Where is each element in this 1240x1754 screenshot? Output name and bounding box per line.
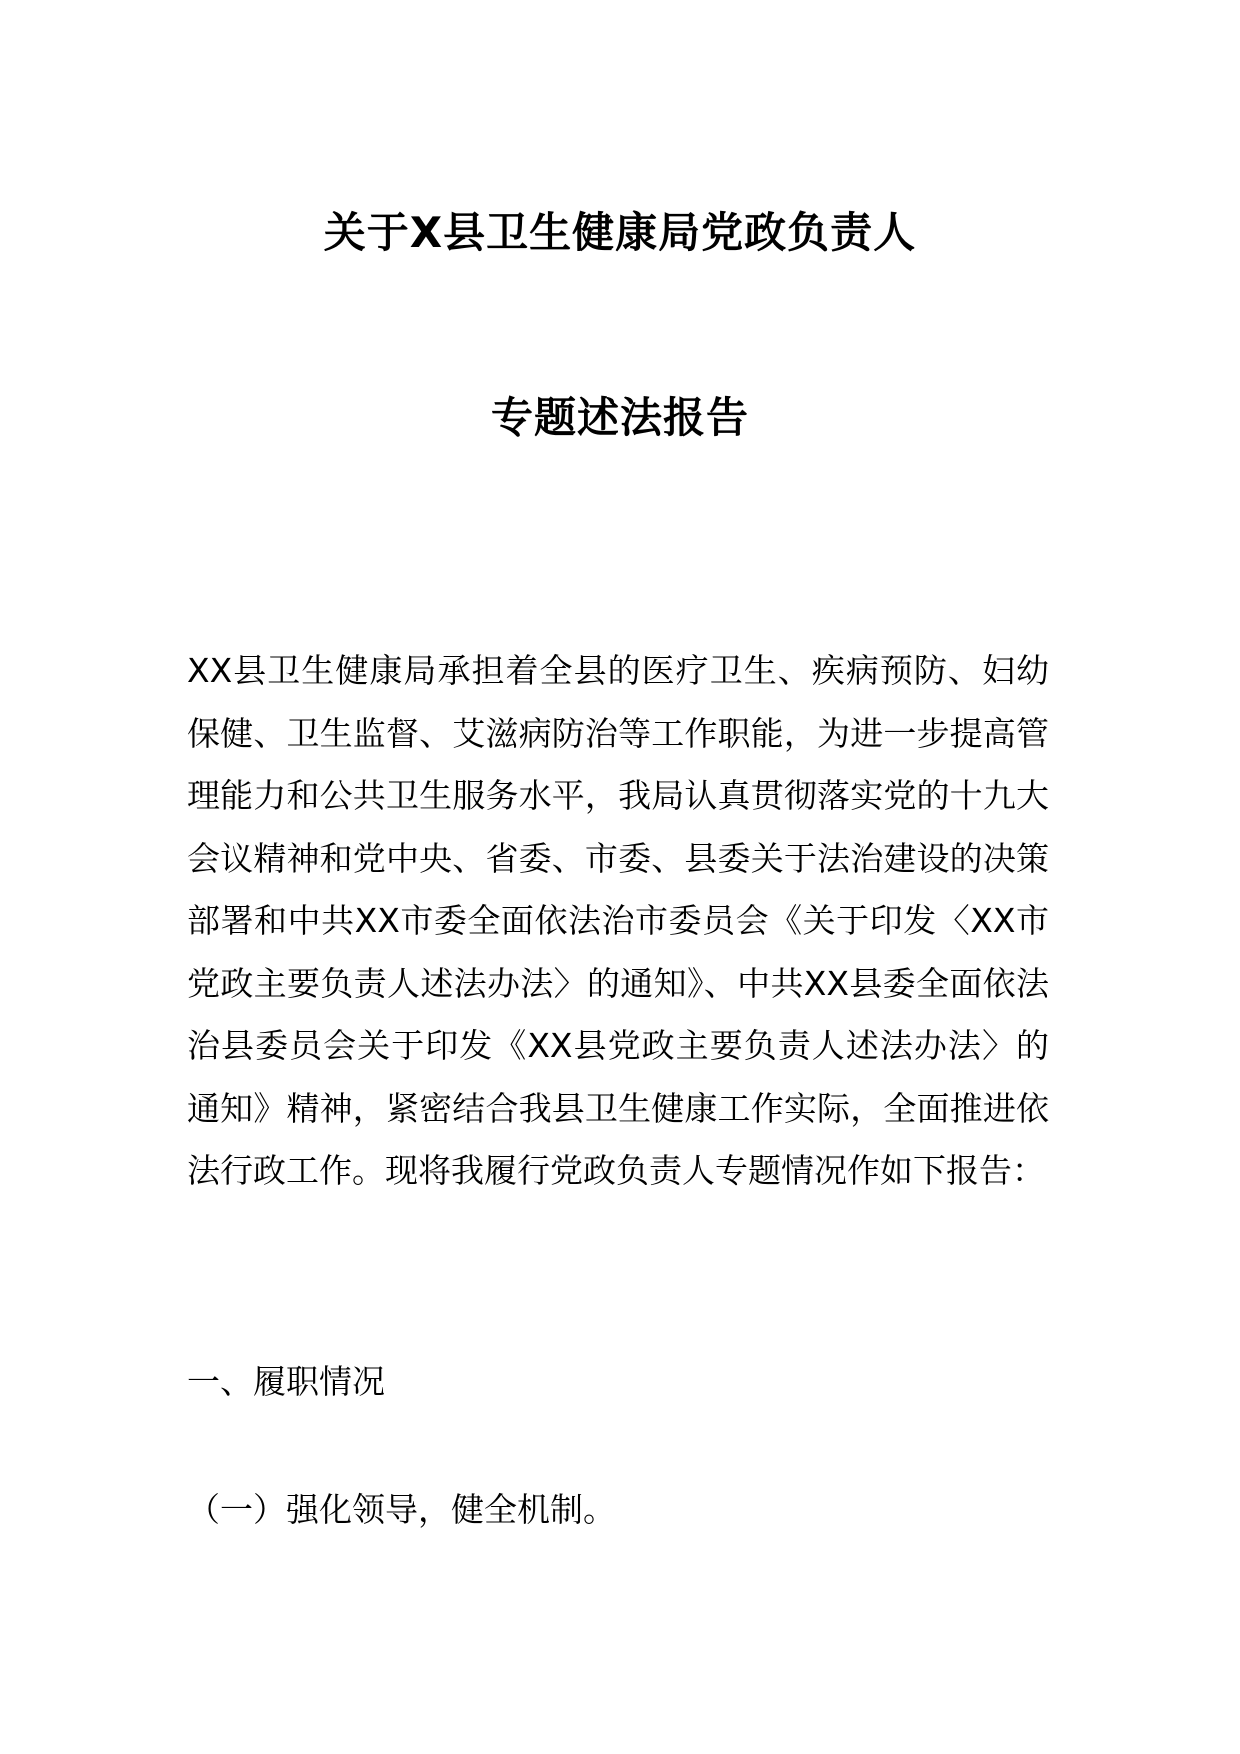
document-title-line-1: 关于X县卫生健康局党政负责人 xyxy=(323,208,917,257)
document-title-line-2: 专题述法报告 xyxy=(490,393,749,442)
subsection-heading: （一）强化领导，健全机制。 xyxy=(187,1490,616,1529)
intro-paragraph: XX县卫生健康局承担着全县的医疗卫生、疾病预防、妇幼保健、卫生监督、艾滋病防治等工作职能，为进一步提高管理能力和公共卫生服务水平，我局认真贯彻落实党的十九大会议精神和党中央、省委、市委、县委关于法治建设的决策部署和中共XX市委全面依法治市委员会《关于印发〈XX市党政主要负责人述法办法〉的通知》、中共XX县委全面依法治县委员会关于印发《XX县党政主要负责人述法办法〉的通知》精神，紧密结合我县卫生健康工作实际，全面推进依法行政工作。现将我履行党政负责人专题情况作如下报告： xyxy=(187,651,1049,1190)
section-heading: 一、履职情况 xyxy=(187,1362,385,1401)
